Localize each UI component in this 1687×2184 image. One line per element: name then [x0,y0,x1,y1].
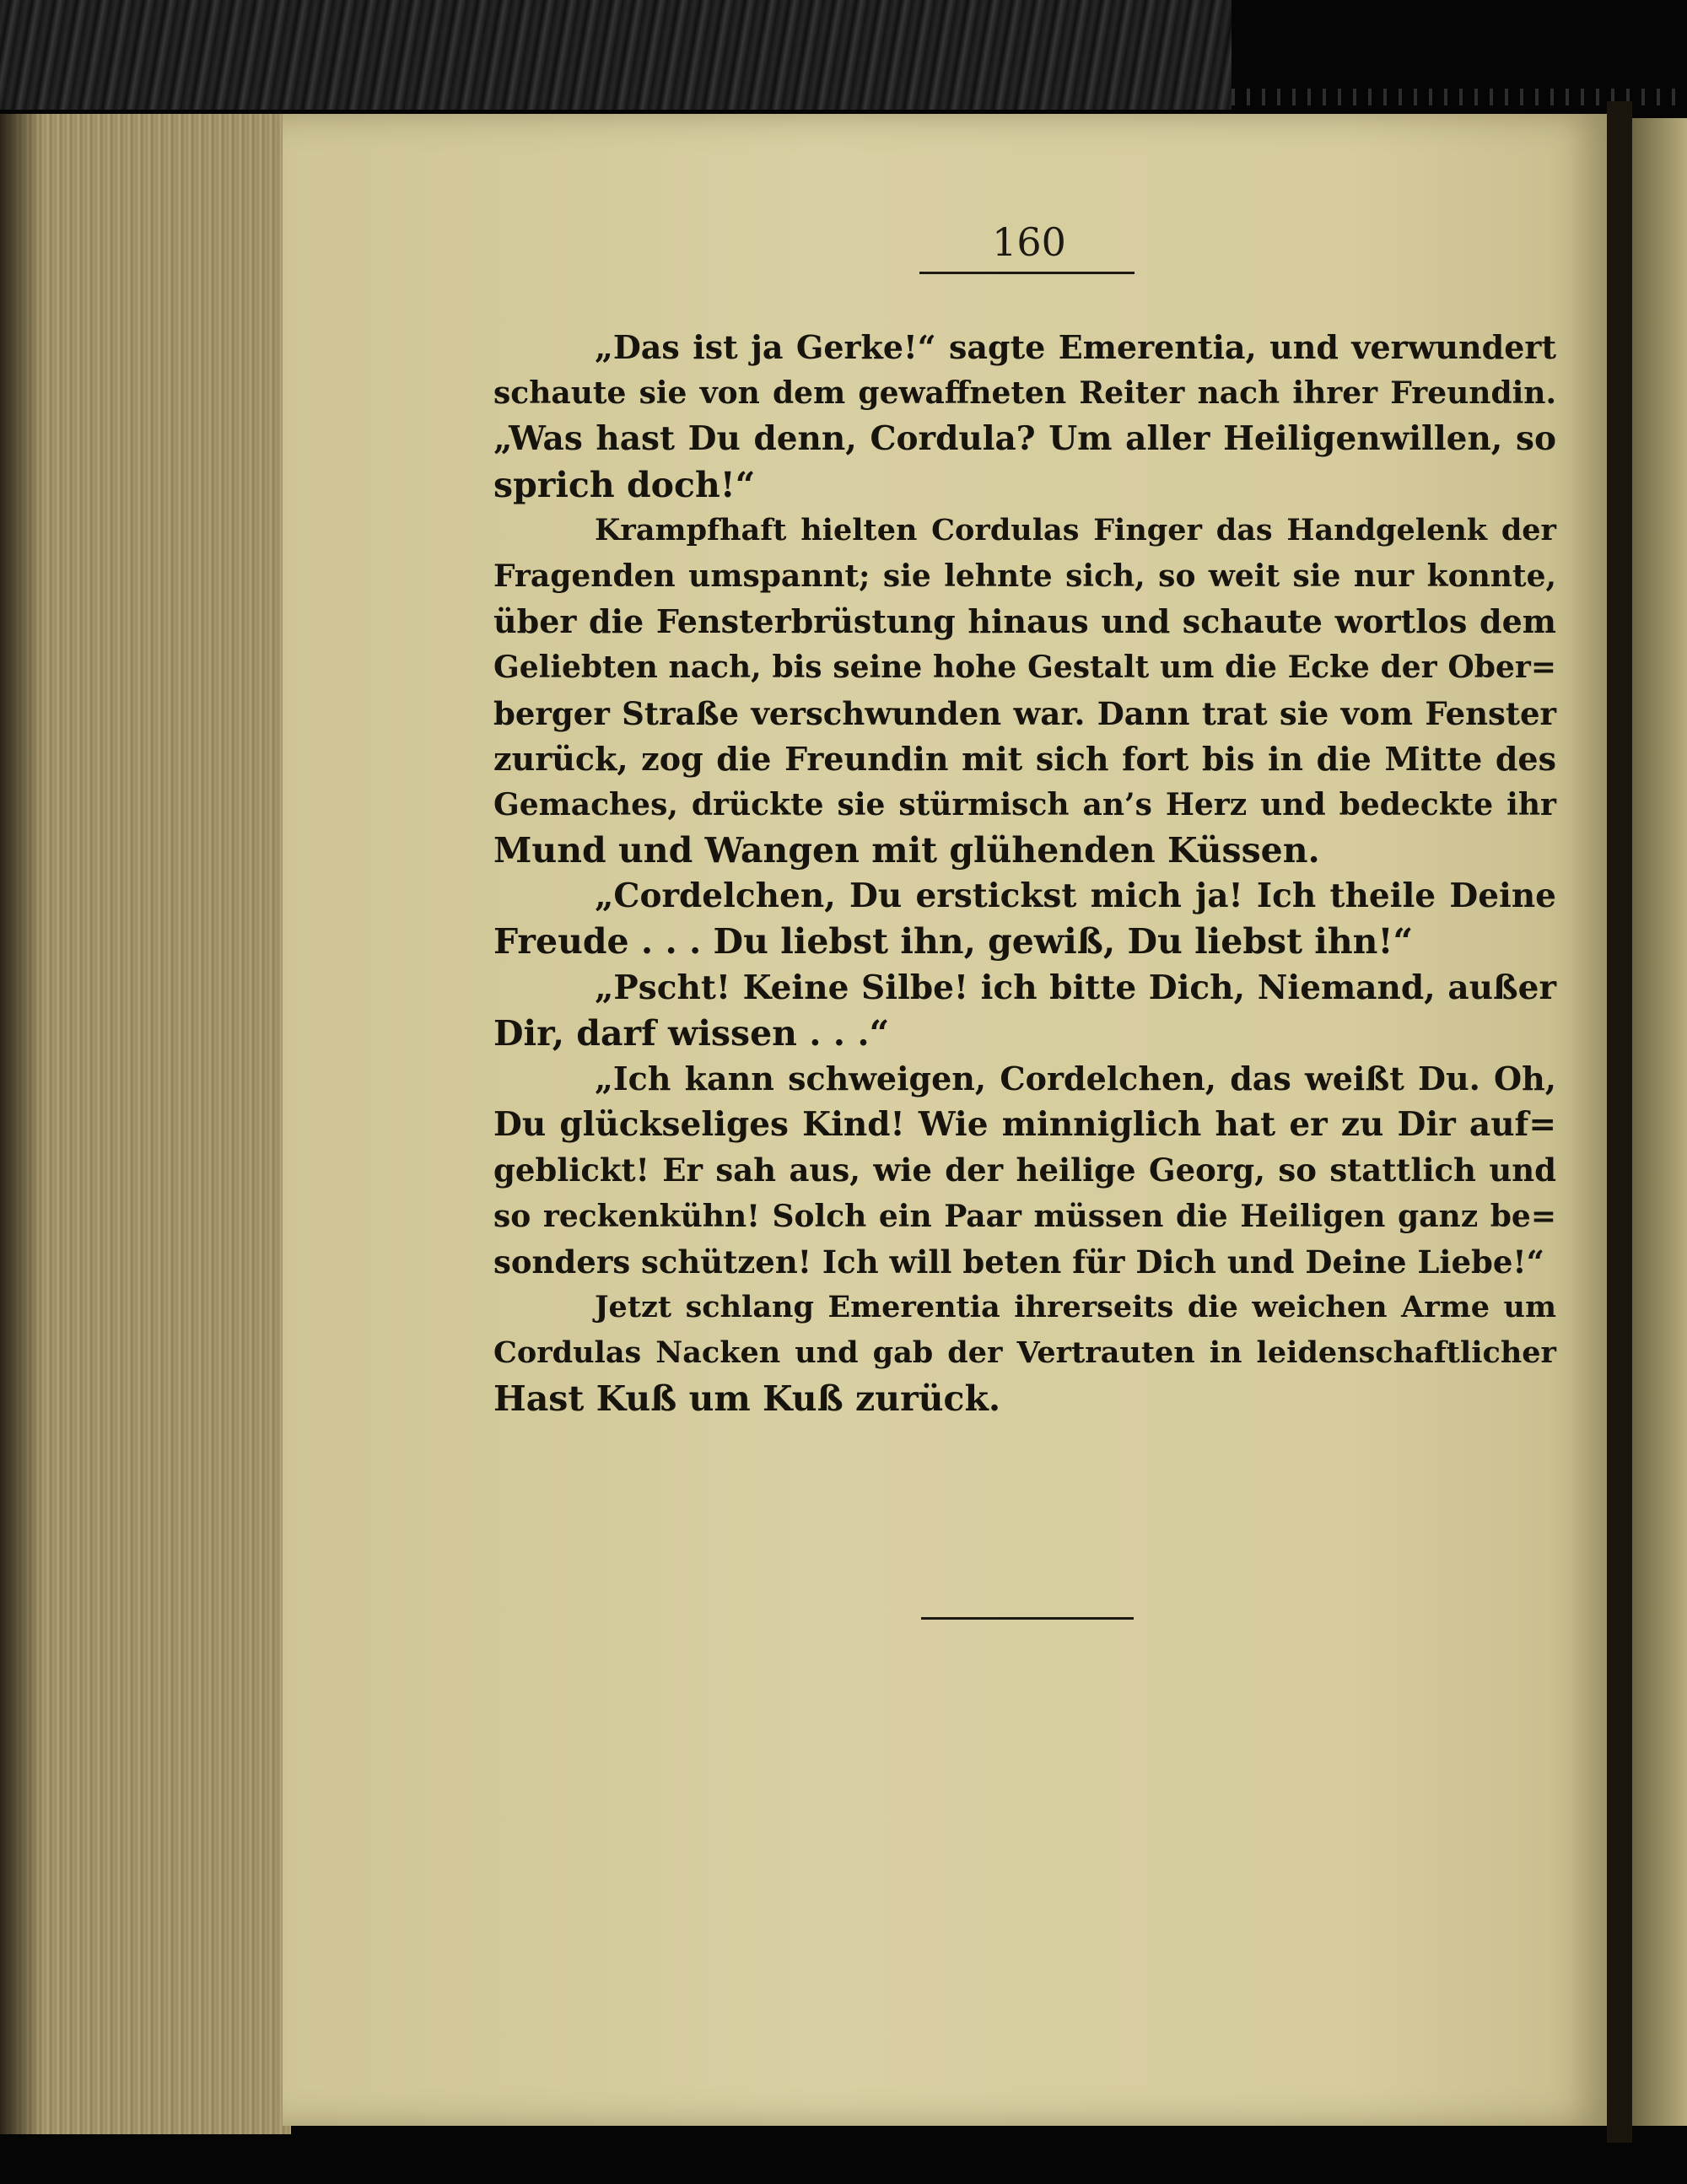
text-line: berger Straße verschwunden war. Dann trat sie vom Fenster [493,694,1556,732]
header-rule [919,272,1135,274]
text-line: Fragenden umspannt; sie lehnte sich, so weit sie nur konnte, [493,558,1556,594]
text-line: „Was hast Du denn, Cordula? Um aller Heiligenwillen, so [493,419,1556,459]
text-line: „Pscht! Keine Silbe! ich bitte Dich, Niemand, außer [595,968,1556,1007]
text-line: über die Fensterbrüstung hinaus und schaute wortlos dem [493,602,1556,641]
section-end-rule [921,1617,1134,1620]
page-number: 160 [992,219,1066,265]
text-line: geblickt! Er sah aus, wie der heilige Georg, so stattlich und [493,1151,1556,1189]
text-line: „Cordelchen, Du erstickst mich ja! Ich theile Deine [595,876,1556,916]
text-line: sprich doch!“ [493,464,756,505]
text-line: Geliebten nach, bis seine hohe Gestalt um die Ecke der Ober= [493,650,1556,686]
text-line: „Ich kann schweigen, Cordelchen, das weißt Du. Oh, [595,1060,1556,1097]
text-line: sonders schützen! Ich will beten für Dich und Deine Liebe!“ [493,1243,1544,1281]
book-spine-decoration [0,0,1232,110]
text-line: schaute sie von dem gewaffneten Reiter nach ihrer Freundin. [493,375,1556,412]
body-text [493,325,1556,1422]
text-line: Jetzt schlang Emerentia ihrerseits die weichen Arme um [595,1289,1556,1324]
text-line: Du glückseliges Kind! Wie minniglich hat er zu Dir auf= [493,1105,1556,1145]
text-line: so reckenkühn! Solch ein Paar müssen die Heiligen ganz be= [493,1198,1556,1234]
facing-page-edge [1632,118,1687,2126]
book-gutter [1607,101,1632,2143]
text-line: Freude . . . Du liebst ihn, gewiß, Du liebst ihn!“ [493,921,1414,963]
text-line: Hast Kuß um Kuß zurück. [493,1378,1001,1420]
text-line: Krampfhaft hielten Cordulas Finger das Handgelenk der [595,512,1556,547]
text-line: „Das ist ja Gerke!“ sagte Emerentia, und verwundert [595,328,1556,366]
text-line: Gemaches, drückte sie stürmisch an’s Herz und bedeckte ihr [493,786,1556,822]
page-stack-shadow [0,114,42,2134]
page-stack-edges [0,114,291,2134]
text-line: Mund und Wangen mit glühenden Küssen. [493,830,1320,871]
text-line: zurück, zog die Freundin mit sich fort bis in die Mitte des [493,739,1556,778]
text-line: Dir, darf wissen . . .“ [493,1012,890,1054]
text-line: Cordulas Nacken und gab der Vertrauten in leidenschaftlicher [493,1335,1556,1371]
